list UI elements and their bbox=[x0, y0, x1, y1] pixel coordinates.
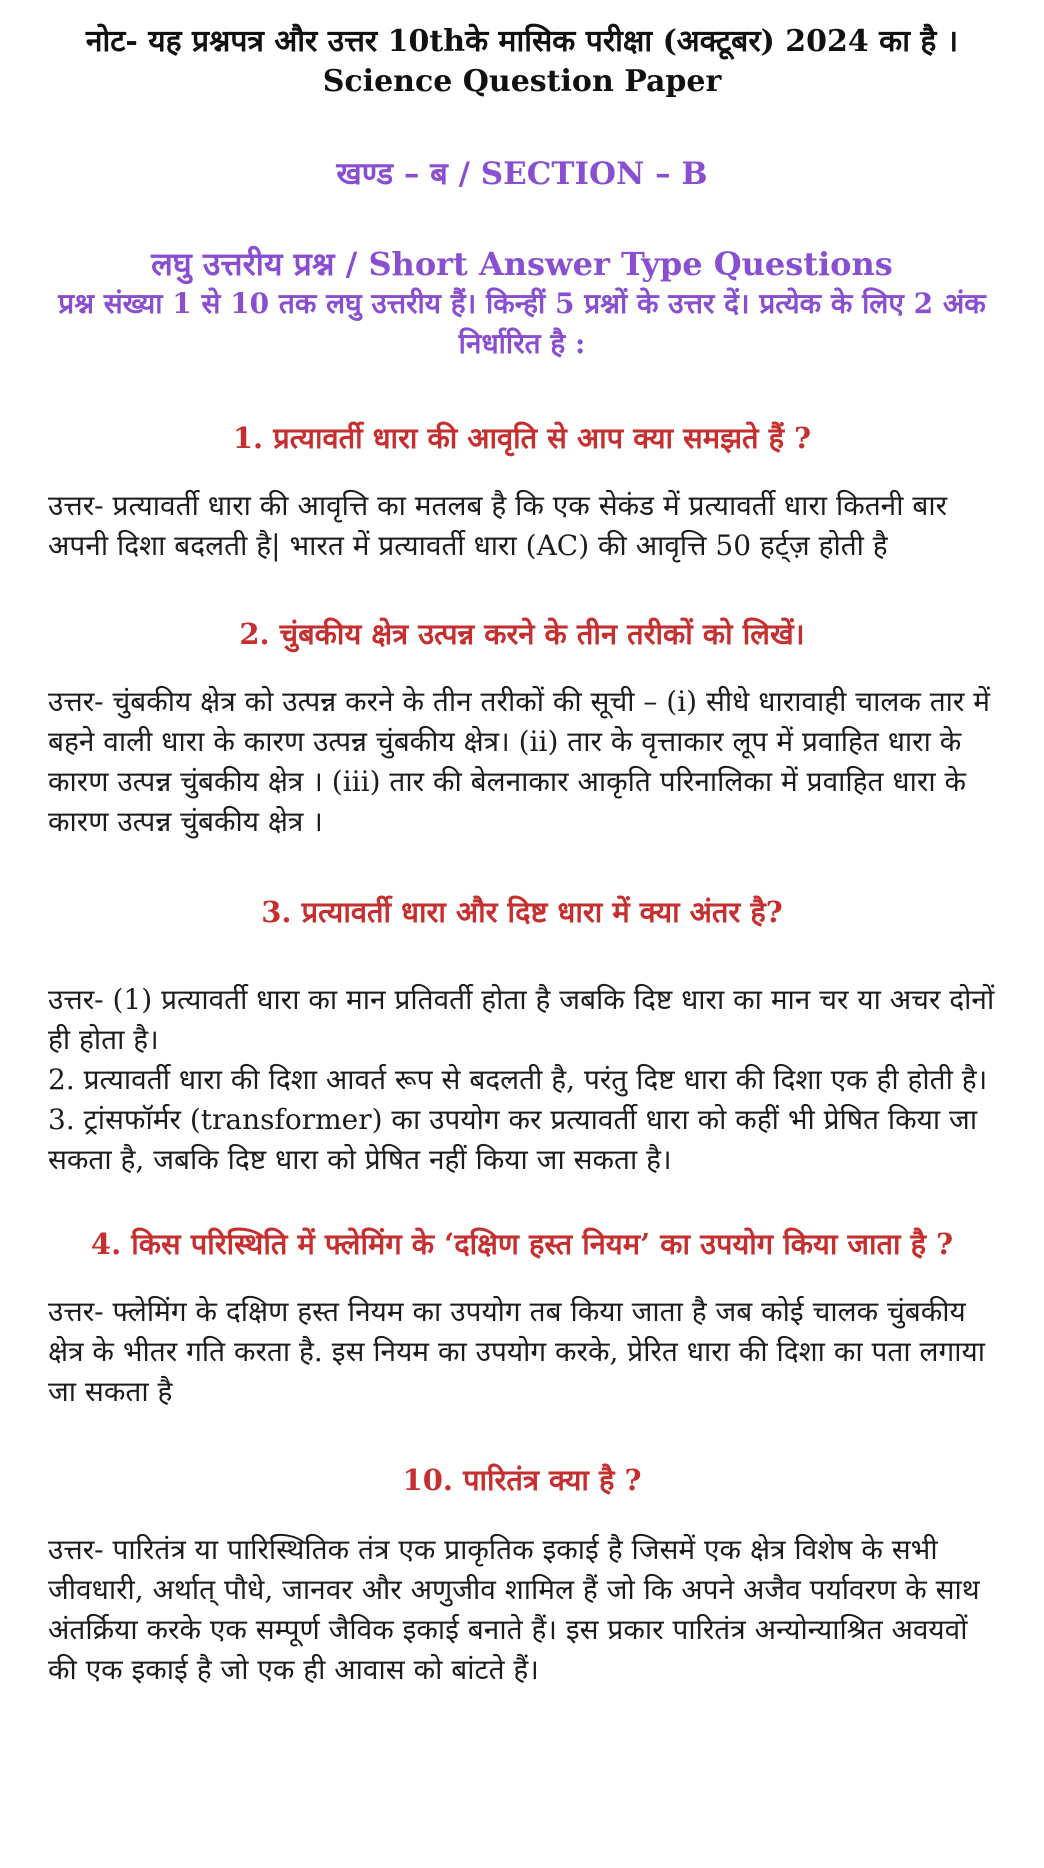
answer-text: 2. प्रत्यावर्ती धारा की दिशा आवर्त रूप से बदलती है, परंतु दिष्ट धारा की दिशा एक ही होती है। bbox=[48, 1063, 988, 1096]
question-heading: 2. चुंबकीय क्षेत्र उत्पन्न करने के तीन तरीकों को लिखें। bbox=[239, 617, 805, 651]
section-title: खण्ड – ब / SECTION – B bbox=[336, 156, 708, 192]
question-heading: 10. पारितंत्र क्या है ? bbox=[402, 1463, 642, 1497]
question-heading: 4. किस परिस्थिति में फ्लेमिंग के ‘दक्षिण हस्त नियम’ का उपयोग किया जाता है ? bbox=[90, 1227, 954, 1261]
question-heading: 3. प्रत्यावर्ती धारा और दिष्ट धारा में क्या अंतर है? bbox=[261, 895, 783, 929]
answer-text: उत्तर- (1) प्रत्यावर्ती धारा का मान प्रतिवर्ती होता है जबकि दिष्ट धारा का मान चर या अचर दोनों ही होता है। bbox=[48, 983, 995, 1056]
answer-text: उत्तर- फ्लेमिंग के दक्षिण हस्त नियम का उपयोग तब किया जाता है जब कोई चालक चुंबकीय क्षेत्र के भीतर गति करता है. इस नियम का उपयोग करके, प्रेरित धारा की दिशा का पता लगाया जा सकता है bbox=[48, 1295, 985, 1408]
answer-text: उत्तर- प्रत्यावर्ती धारा की आवृत्ति का मतलब है कि एक सेकंड में प्रत्यावर्ती धारा कितनी बार अपनी दिशा बदलती है| भारत में प्रत्यावर्ती धारा (AC) की आवृत्ति 50 हर्ट्ज़ होती है bbox=[48, 489, 948, 562]
answer-text: उत्तर- चुंबकीय क्षेत्र को उत्पन्न करने के तीन तरीकों की सूची – (i) सीधे धारावाही चालक तार में बहने वाली धारा के कारण उत्पन्न चुंबकीय क्षेत्र। (ii) तार के वृत्ताकार लूप में प्रवाहित धारा के कारण उत्पन्न चुंबकीय क्षेत्र । (iii) तार की बेलनाकार आकृति परिनालिका में प्रवाहित धारा के कारण उत्पन्न चुंबकीय क्षेत्र । bbox=[48, 685, 991, 838]
answer-text: उत्तर- पारितंत्र या पारिस्थितिक तंत्र एक प्राकृतिक इकाई है जिसमें एक क्षेत्र विशेष के सभी जीवधारी, अर्थात् पौधे, जानवर और अणुजीव शामिल हैं जो कि अपने अजैव पर्यावरण के साथ अंतर्क्रिया करके एक सम्पूर्ण जैविक इकाई बनाते हैं। इस प्रकार पारितंत्र अन्योन्याश्रित अवयवों की एक इकाई है जो एक ही आवास को बांटते हैं। bbox=[48, 1533, 980, 1686]
answer-block bbox=[48, 486, 996, 566]
answer-text: 3. ट्रांसफॉर्मर (transformer) का उपयोग कर प्रत्यावर्ती धारा को कहीं भी प्रेषित किया जा सकता है, जबकि दिष्ट धारा को प्रेषित नहीं किया जा सकता है। bbox=[48, 1103, 978, 1176]
answer-block bbox=[48, 682, 996, 842]
exam-note: नोट- यह प्रश्नपत्र और उत्तर 10thके मासिक परीक्षा (अक्टूबर) 2024 का है । bbox=[85, 24, 959, 59]
answer-block bbox=[48, 980, 996, 1180]
section-subtitle: लघु उत्तरीय प्रश्न / Short Answer Type Questions bbox=[151, 245, 893, 283]
answer-block bbox=[48, 1292, 996, 1412]
section-instruction: प्रश्न संख्या 1 से 10 तक लघु उत्तरीय हैं। किन्हीं 5 प्रश्नों के उत्तर दें। प्रत्येक के लिए 2 अंक निर्धारित है : bbox=[58, 287, 986, 360]
paper-title: Science Question Paper bbox=[322, 64, 722, 99]
answer-block bbox=[48, 1530, 996, 1690]
question-heading: 1. प्रत्यावर्ती धारा की आवृति से आप क्या समझते हैं ? bbox=[232, 421, 812, 455]
